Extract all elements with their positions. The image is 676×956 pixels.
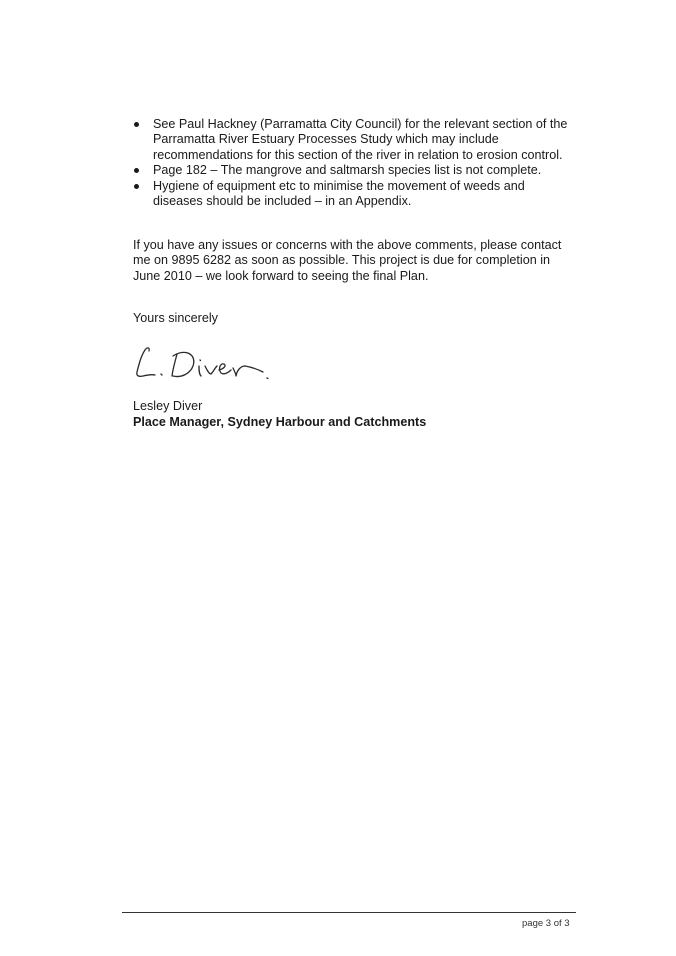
bullet-text: Page 182 – The mangrove and saltmarsh species list is not complete. <box>153 163 542 178</box>
bullet-icon <box>134 122 139 127</box>
bullet-item <box>133 163 573 178</box>
bullet-icon <box>134 168 139 173</box>
footer-divider <box>122 912 576 913</box>
signer-name: Lesley Diver <box>133 399 203 413</box>
bullet-text: Hygiene of equipment etc to minimise the movement of weeds and diseases should be included – in an Appendix. <box>153 178 525 209</box>
closing-salutation: Yours sincerely <box>133 311 218 325</box>
handwritten-signature <box>133 336 293 388</box>
body-paragraph: If you have any issues or concerns with the above comments, please contact me on 9895 6282 as soon as possible. This project is due for completion in June 2010 – we look forward to seeing the final Plan. <box>133 238 562 283</box>
page-number: page 3 of 3 <box>522 918 570 929</box>
signer-title: Place Manager, Sydney Harbour and Catchments <box>133 415 427 429</box>
comment-bullet-list <box>133 117 573 209</box>
bullet-item <box>133 117 573 163</box>
bullet-item <box>133 179 573 210</box>
bullet-text: See Paul Hackney (Parramatta City Council) for the relevant section of the Parramatta River Estuary Processes Study which may include recommendations for this section of the river in relation to erosion control. <box>153 117 568 162</box>
bullet-icon <box>134 184 139 189</box>
